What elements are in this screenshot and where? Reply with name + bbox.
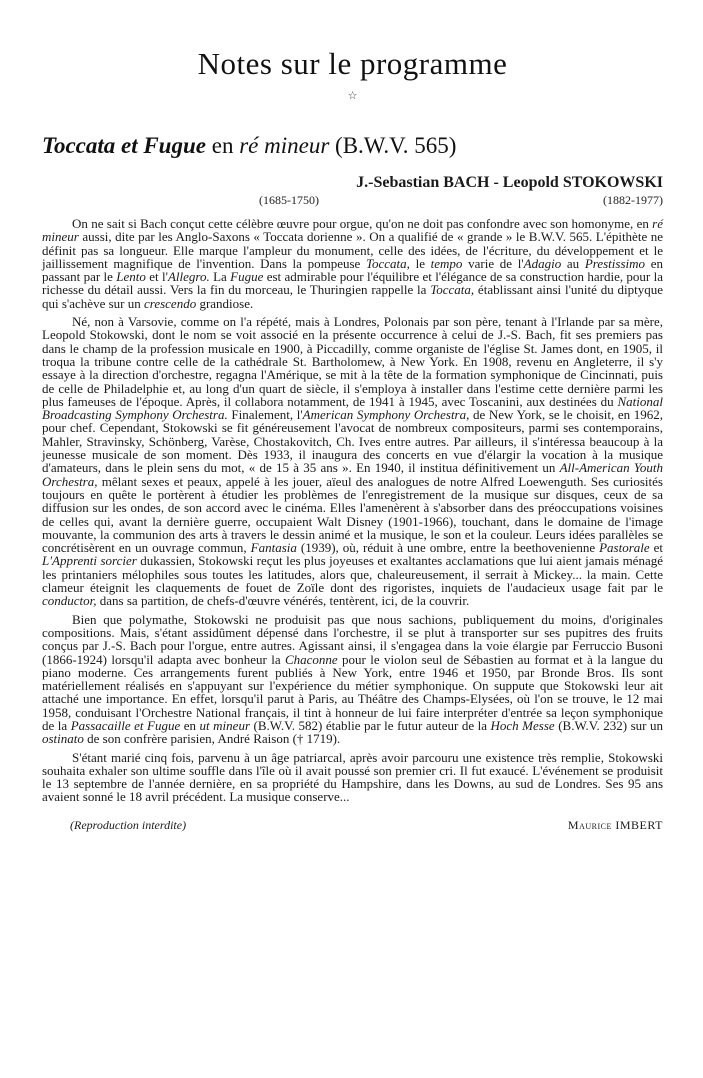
paragraph-2 bbox=[42, 315, 663, 608]
article-body bbox=[42, 217, 663, 804]
text-run: On ne sait si Bach conçut cette célèbre œuvre pour orgue, qu'on ne doit pas confondre avec son homonyme, en bbox=[72, 216, 653, 231]
text-run: au bbox=[561, 255, 585, 271]
piece-title-catalog: (B.W.V. 565) bbox=[329, 133, 457, 158]
piece-title bbox=[42, 132, 663, 160]
star-ornament-icon: ☆ bbox=[347, 90, 358, 102]
dates-bach: (1685-1750) bbox=[259, 193, 319, 207]
reproduction-notice: (Reproduction interdite) bbox=[70, 817, 187, 832]
italic-run: Pastorale bbox=[599, 540, 650, 556]
text-run: grandiose. bbox=[196, 295, 254, 311]
page-title: Notes sur le programme bbox=[197, 46, 508, 81]
paragraph-1 bbox=[42, 217, 663, 310]
piece-title-connector: en bbox=[205, 133, 240, 158]
text-run: de son confrère parisien, André Raison († 1719). bbox=[83, 731, 341, 747]
italic-run: Passacaille et Fugue bbox=[70, 717, 181, 733]
text-run: dans sa partition, de chefs-d'œuvre vénérés, tentèrent, ici, de la couvrir. bbox=[96, 593, 470, 609]
italic-run: ut mineur bbox=[199, 717, 250, 733]
composers-line bbox=[42, 174, 663, 192]
italic-run: Allegro. bbox=[167, 269, 210, 285]
paragraph-3 bbox=[42, 613, 663, 746]
author-last-name: IMBERT bbox=[615, 817, 663, 832]
text-run: Finalement, l' bbox=[227, 407, 303, 423]
text-run: varie de l' bbox=[462, 255, 524, 271]
italic-run: Adagio bbox=[523, 255, 562, 271]
text-run: en passant par le bbox=[42, 255, 663, 285]
text-run: et l' bbox=[145, 269, 168, 285]
text-run: La bbox=[209, 269, 231, 285]
composer-stokowski: Leopold STOKOWSKI bbox=[502, 174, 663, 191]
italic-run: Hoch Messe bbox=[490, 717, 555, 733]
text-run: pour le violon seul de Sébastien au format et à la langue du piano moderne. Ces arrangements furent publiés à New York, entre 1946 et 1950, par Bronde Bros. Ils sont matériellement réalisés en s'appuyant sur l'expérience du métier symphonique. On suppute que Stokowski leur ait attaché une importance. En effet, lorsqu'il parut à Paris, au Théâtre des Champs-Elysées, où l'on se trouve, le 12 mai 1958, conduisant l'Orchestre National français, il tint à honneur de lui faire interpréter d'entrée sa leçon symphonique de la bbox=[42, 651, 663, 733]
italic-run: Fugue bbox=[230, 269, 264, 285]
text-run: Bien que polymathe, Stokowski ne produisit pas que nous sachions, publiquement du moins, d'originales compositions. Mais, s'étant assidûment dépensé dans l'orchestre, il se plut à transporter sur ses pupitres des fruits conçus par J.-S. Bach pour l'orgue, entre autres. Agissant ainsi, il s'engagea dans la voie élargie par Ferruccio Busoni (1866-1924) lorsqu'il adapta avec bonheur la bbox=[42, 611, 663, 667]
paragraph-4 bbox=[42, 751, 663, 804]
italic-run: Toccata, bbox=[430, 282, 475, 298]
text-run: mêlant sexes et peaux, appelé à les jouer, aïeul des analogues de notre Alfred Loewenguth. Ses curiosités toujours en quête le portèrent à étudier les problèmes de l'enregistrement de la musique sur disques, ceux de sa diffusion sur les ondes, de son accord avec le cinéma. Elles l'amenèrent à s'absorber dans des préoccupations voisines de celles qui, avant la dernière guerre, occupaient Walt Disney (1901-1966), touchant, dans le domaine de l'image mouvante, la communion des arts à travers le dessin animé et la musique, le son et la couleur. Leurs idées parallèles se concrétisèrent en un ouvrage commun, bbox=[42, 473, 663, 556]
text-run: (B.W.V. 232) sur un bbox=[554, 717, 663, 733]
italic-run: ré mineur bbox=[42, 216, 663, 245]
italic-run: tempo bbox=[430, 255, 463, 271]
author-first-name: Maurice bbox=[567, 817, 612, 832]
author-signature bbox=[568, 818, 663, 832]
text-run: Né, non à Varsovie, comme on l'a répété, mais à Londres, Polonais par son père, tenant à l'Irlande par sa mère, Leopold Stokowski, dont le nom se voit associé en la présente occurrence à celui de J.-S. Bach, fit ses premiers pas dans le champ de la profession musicale en 1900, à Piccadilly, comme organiste de l'église St. James dont, en 1905, il troqua la tribune contre celle de la cathédrale St. Bartholomew, à New York. En 1908, revenu en Angleterre, il s'y essaye à la direction d'orchestre, regagna l'Amérique, se mit à la tête de la formation symphonique de Cincinnati, puis de celle de Philadelphie et, au long d'un quart de siècle, il s'employa à installer dans l'estime cette dernière parmi les plus fameuses de l'époque. Après, il collabora notamment, de 1941 à 1945, avec Toscanini, aux destinées du bbox=[42, 314, 663, 409]
text-run: aussi, dite par les Anglo-Saxons « Toccata dorienne ». On a qualifié de « grande » le B.W.V. 565. L'épithète ne définit pas sa longueur. Elle marque l'ampleur du monument, celle des idées, de l'écriture, du développement et le jaillissement magnifique de l'invention. Dans la pompeuse bbox=[42, 229, 663, 271]
italic-run: L'Apprenti sorcier bbox=[42, 553, 137, 569]
italic-run: Prestissimo bbox=[584, 255, 646, 271]
dates-stokowski: (1882-1977) bbox=[603, 193, 663, 207]
italic-run: ostinato bbox=[42, 731, 84, 747]
text-run: établissant ainsi l'unité du diptyque qui s'achève sur un bbox=[42, 282, 663, 311]
text-run: dukassien, Stokowski reçut les plus joyeuses et exaltantes acclamations que lui aient jamais ménagé les printaniers mélophiles sous toutes les latitudes, alors que, chaleureusement, il serrait à Mickey... la main. Cette clameur éteignit les claquements de fouet de Zoïle dont des rigoristes, inquiets de l'audacieux usage fait par le bbox=[42, 553, 663, 596]
italic-run: National Broadcasting Symphony Orchestra. bbox=[42, 393, 663, 423]
italic-run: Toccata, bbox=[365, 255, 410, 271]
italic-run: American Symphony Orchestra, bbox=[302, 407, 470, 423]
italic-run: Chaconne bbox=[284, 651, 338, 667]
italic-run: conductor, bbox=[42, 593, 97, 609]
text-run: (B.W.V. 582) établie par le futur auteur de la bbox=[250, 717, 491, 733]
italic-run: crescendo bbox=[143, 295, 197, 311]
composer-dates bbox=[42, 193, 663, 207]
footer bbox=[42, 818, 663, 832]
piece-title-name: Toccata et Fugue bbox=[42, 133, 206, 158]
composer-bach: J.-Sebastian BACH bbox=[356, 174, 490, 191]
composer-separator: - bbox=[489, 174, 503, 191]
italic-run: Fantasia bbox=[250, 540, 297, 556]
text-run: de New York, se le choisit, en 1962, pour chef. Cependant, Stokowski se fit généreusement l'avocat de nombreux compositeurs, parmi ses contemporains, Mahler, Stravinsky, Schönberg, Varèse, Chostakovitch, Ch. Ives entre autres. Par ailleurs, il s'intéressa beaucoup à la jeunesse musicale de son moment. Dès 1933, il inaugura des concerts en vue d'élargir la vocation à la musique d'amateurs, dans le plein sens du mot, « de 15 à 35 ans ». En 1940, il institua définitivement un bbox=[42, 407, 663, 476]
text-run: le bbox=[409, 255, 431, 271]
text-run: en bbox=[180, 717, 200, 733]
text-run: S'étant marié cinq fois, parvenu à un âge patriarcal, après avoir parcouru une existence très remplie, Stokowski souhaita exhaler son ultime souffle dans l'île où il avait poussé son premier cri. Il fut exaucé. L'événement se produisit le 13 septembre de l'année dernière, en sa propriété du Hampshire, dans les Downs, au sud de Londres. Ses 95 ans avaient sonné le 18 avril précédent. La musique conserve... bbox=[42, 749, 663, 805]
text-run: (1939), où, réduit à une ombre, entre la beethovenienne bbox=[296, 540, 600, 556]
piece-title-key: ré mineur bbox=[239, 133, 330, 158]
text-run: et bbox=[649, 540, 663, 556]
italic-run: Lento bbox=[116, 269, 146, 285]
text-run: est admirable pour l'équilibre et l'élégance de sa construction hardie, pour la richesse du détail aussi. Vers la fin du morceau, le Thuringien rappelle la bbox=[42, 269, 663, 298]
italic-run: All-American Youth Orchestra, bbox=[42, 460, 664, 489]
